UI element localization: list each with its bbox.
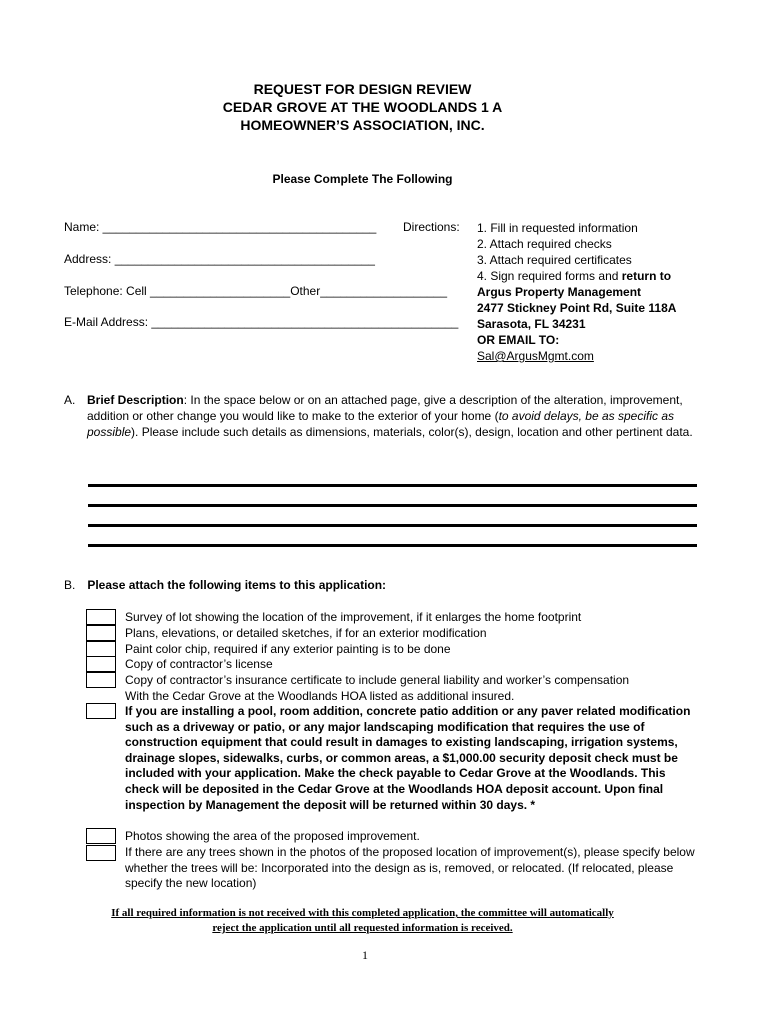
direction-step-4-text: 4. Sign required forms and	[477, 269, 619, 283]
direction-step-4	[477, 268, 671, 284]
company-street: 2477 Stickney Point Rd, Suite 118A	[477, 301, 677, 315]
description-line-1[interactable]	[88, 484, 697, 487]
list-item-security-deposit: If you are installing a pool, room addition, concrete patio addition or any paver related modification such as a driveway or patio, or any major landscaping modification that requires the use of construction equipment that could result in damages to existing landscaping, irrigation systems, drainage slopes, sidewalks, curbs, or common areas, a $1,000.00 security deposit check must be included with your application. Make the check payable to Cedar Grove at the Woodlands. This check will be deposited in the Cedar Grove at the Woodlands HOA deposit account. Upon final inspection by Management the deposit will be returned within 30 days. *	[125, 704, 691, 812]
section-a-letter: A.	[64, 393, 76, 407]
section-a-italic: to avoid delays, be as specific as possible	[87, 409, 674, 439]
list-item-insurance-certificate: Copy of contractor’s insurance certificate to include general liability and worker’s compensation	[125, 673, 630, 687]
list-item-photos: Photos showing the area of the proposed improvement.	[125, 829, 420, 843]
list-item-plans: Plans, elevations, or detailed sketches, if for an exterior modification	[125, 626, 487, 640]
page-number: 1	[362, 948, 368, 962]
section-a-text-2: ). Please include such details as dimensions, materials, color(s), design, location and other pertinent data.	[131, 425, 693, 439]
checkbox-insurance-certificate[interactable]	[86, 672, 116, 688]
section-a	[64, 392, 704, 440]
return-to-label: return to	[621, 269, 672, 283]
list-item-contractor-license: Copy of contractor’s license	[125, 657, 273, 671]
form-subtitle: Please Complete The Following	[272, 172, 453, 186]
checkbox-contractor-license[interactable]	[86, 656, 116, 672]
description-line-4[interactable]	[88, 544, 697, 547]
direction-step-2: 2. Attach required checks	[477, 237, 612, 251]
direction-step-1: 1. Fill in requested information	[477, 221, 638, 235]
name-field[interactable]: Name: _________________________________________	[64, 220, 377, 234]
section-a-body	[87, 392, 704, 440]
checkbox-plans[interactable]	[86, 625, 116, 641]
form-title-line-1: REQUEST FOR DESIGN REVIEW	[253, 81, 472, 97]
section-a-heading: Brief Description	[87, 393, 184, 407]
footer-warning-line-1: If all required information is not received with this completed application, the committee will automatically	[111, 907, 614, 919]
email-address-link[interactable]: Sal@ArgusMgmt.com	[477, 349, 594, 363]
list-item-survey: Survey of lot showing the location of the improvement, if it enlarges the home footprint	[125, 610, 582, 624]
list-item-trees: If there are any trees shown in the photos of the proposed location of improvement(s), please specify below whether the trees will be: Incorporated into the design as is, removed, or relocated. (If relocated, please specify the new location)	[125, 845, 695, 891]
checkbox-paint-chip[interactable]	[86, 641, 116, 657]
section-b-heading: Please attach the following items to this application:	[87, 578, 387, 592]
checkbox-trees[interactable]	[86, 845, 116, 861]
list-item-paint-chip: Paint color chip, required if any exterior painting is to be done	[125, 642, 451, 656]
section-a-text-1: : In the space below or on an attached page, give a description of the alteration, improvement, addition or other change you would like to make to the exterior of your home (	[87, 393, 683, 423]
telephone-field[interactable]: Telephone: Cell _____________________Other___________________	[64, 284, 448, 298]
form-title-line-2: CEDAR GROVE AT THE WOODLANDS 1 A	[222, 99, 503, 115]
or-email-label: OR EMAIL TO:	[477, 333, 560, 347]
description-line-2[interactable]	[88, 504, 697, 507]
footer-warning-line-2: reject the application until all requested information is received.	[212, 922, 513, 934]
direction-step-3: 3. Attach required certificates	[477, 253, 632, 267]
checkbox-photos[interactable]	[86, 828, 116, 844]
description-line-3[interactable]	[88, 524, 697, 527]
company-name: Argus Property Management	[477, 285, 642, 299]
list-item-additional-insured: With the Cedar Grove at the Woodlands HOA listed as additional insured.	[125, 689, 515, 703]
section-b-heading-row	[64, 578, 386, 592]
checkbox-security-deposit[interactable]	[86, 703, 116, 719]
section-b-letter: B.	[64, 578, 76, 592]
address-field[interactable]: Address: _______________________________________	[64, 252, 375, 266]
checkbox-survey[interactable]	[86, 609, 116, 625]
directions-label: Directions:	[403, 220, 460, 234]
email-field[interactable]: E-Mail Address: ______________________________________________	[64, 315, 459, 329]
form-title-line-3: HOMEOWNER’S ASSOCIATION, INC.	[240, 117, 485, 133]
company-city: Sarasota, FL 34231	[477, 317, 586, 331]
